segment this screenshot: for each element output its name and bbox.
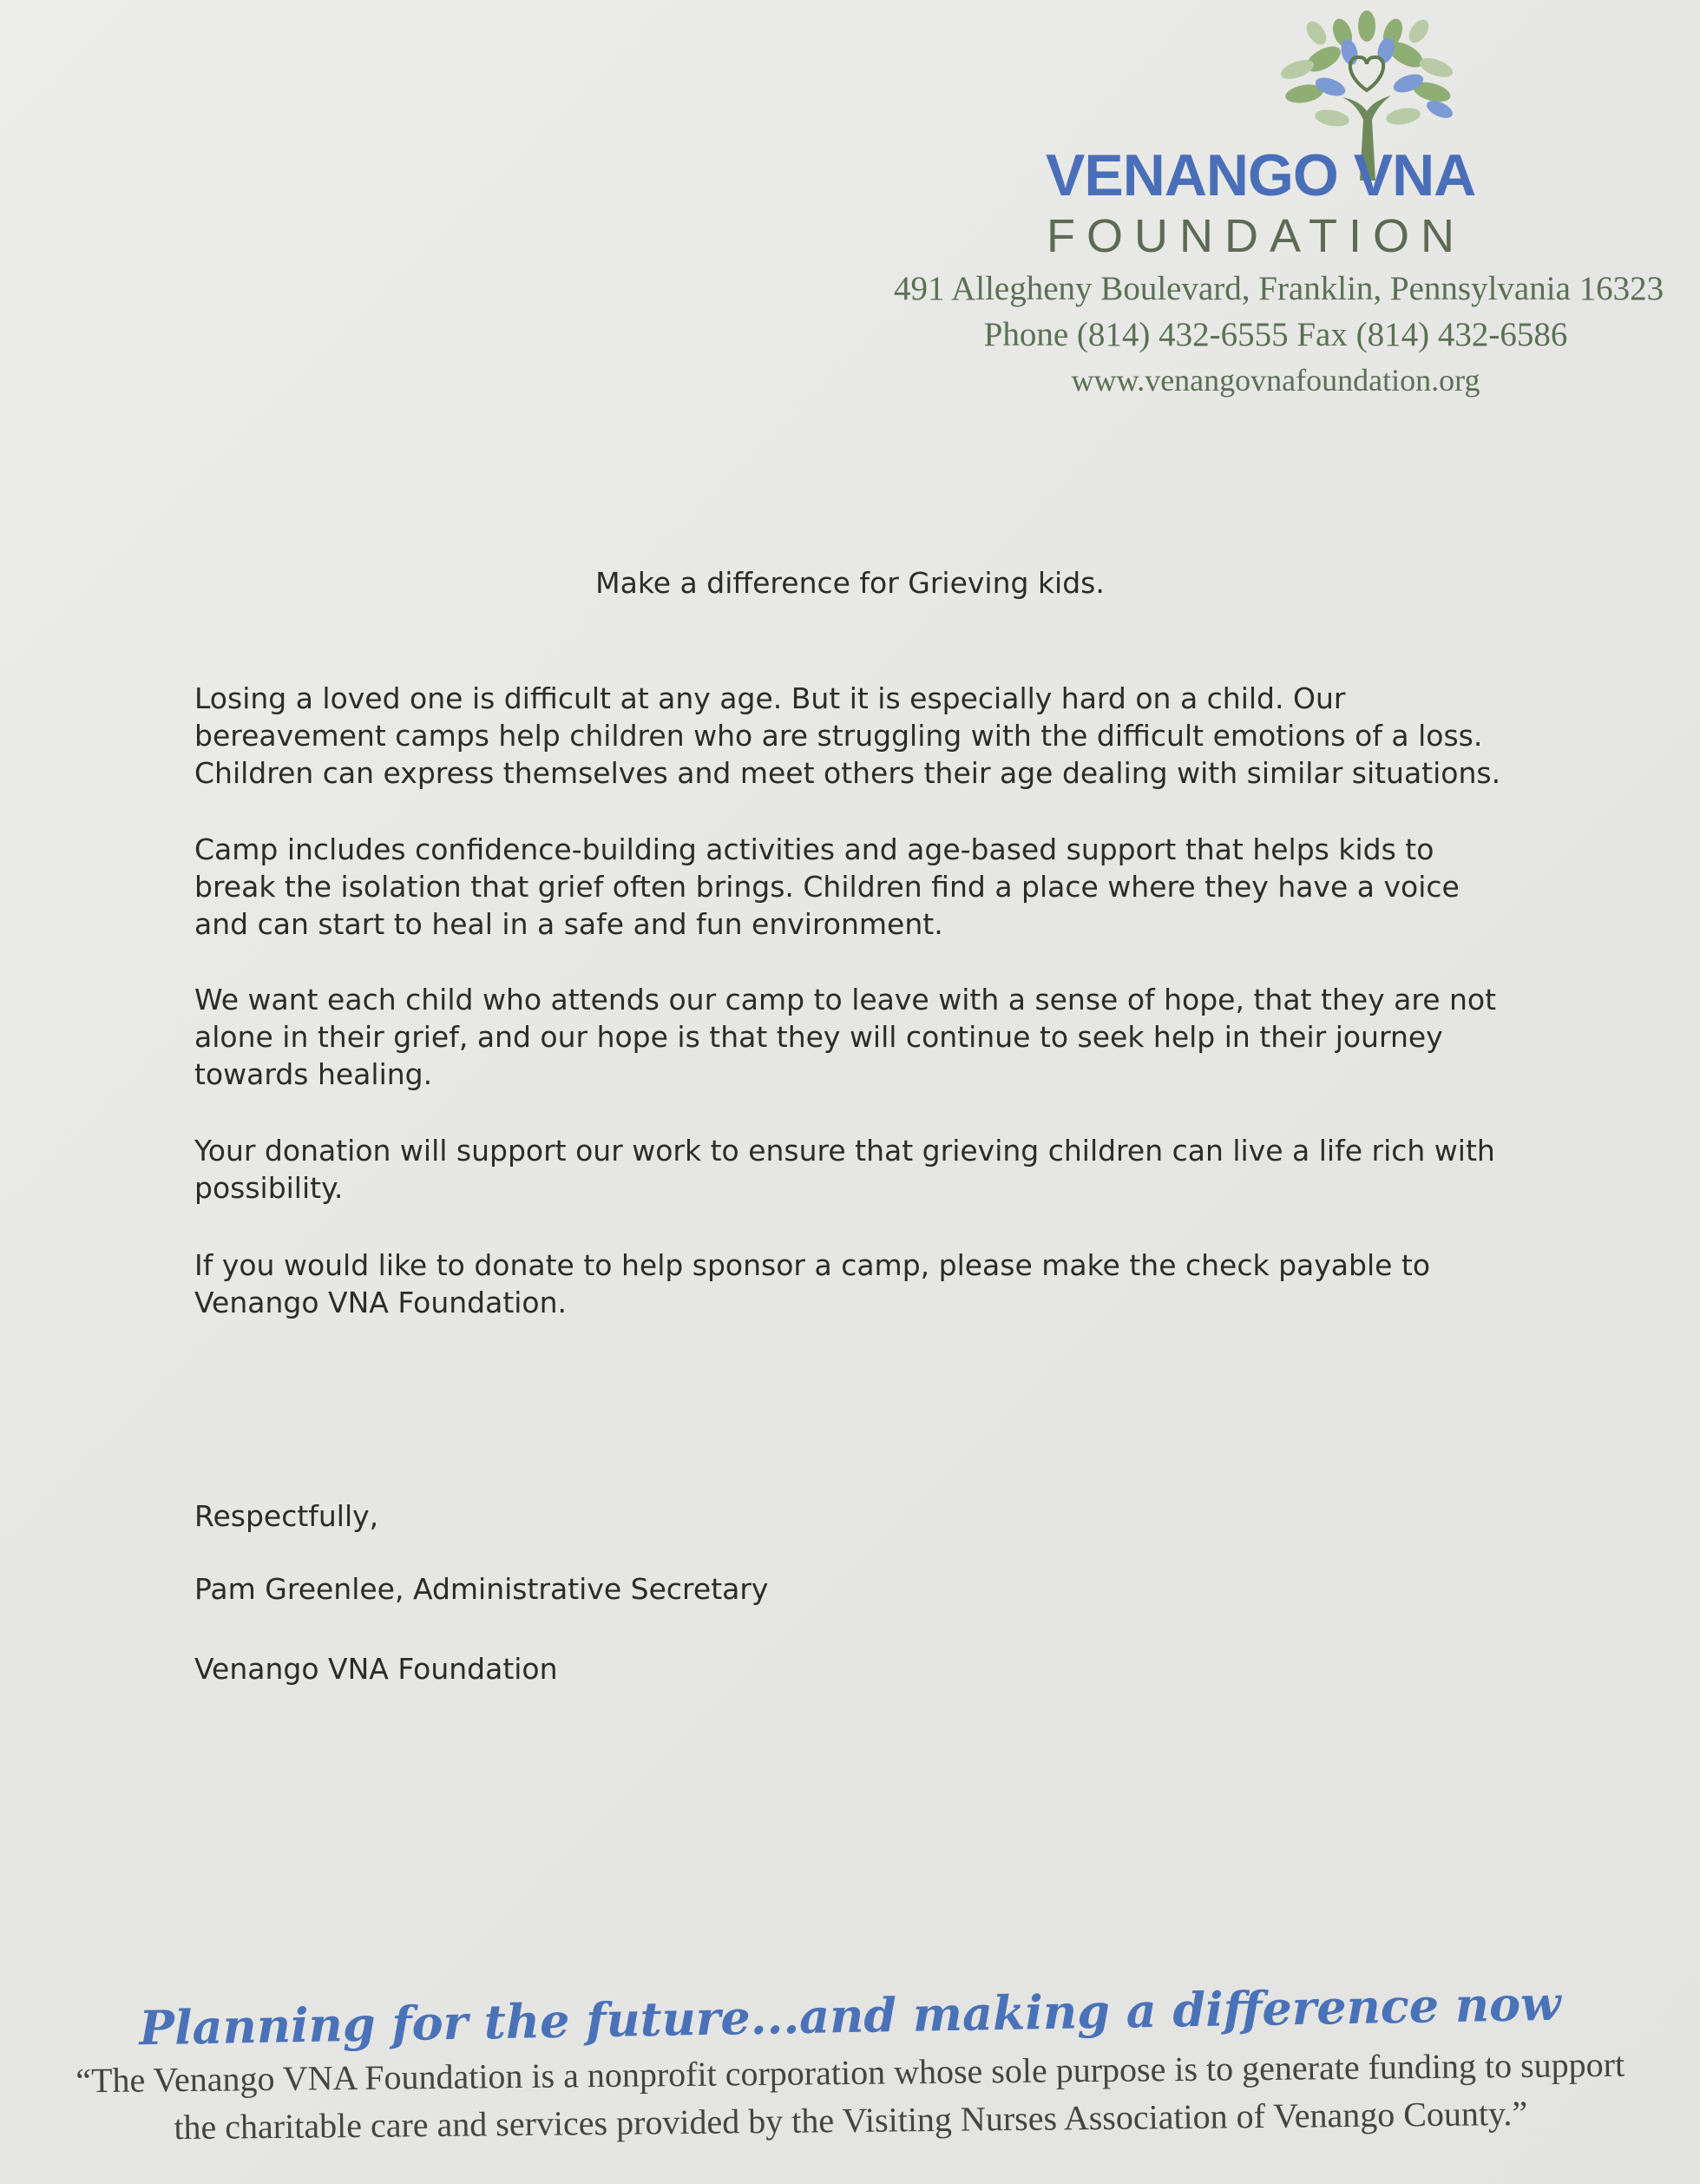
paragraph-2: Camp includes confidence-building activities and age-based support that helps kids to break the isolation that grief often brings. Children find a place where they have a voice and can start to heal in a safe and fun environment. bbox=[194, 832, 1460, 941]
paragraph-3: We want each child who attends our camp to leave with a sense of hope, that they are not alone in their grief, and our hope is that they will continue to seek help in their journey towards healing. bbox=[194, 983, 1497, 1091]
signer-name-title: Pam Greenlee, Administrative Secretary bbox=[194, 1572, 769, 1606]
closing-salutation: Respectfully, bbox=[194, 1499, 379, 1533]
footer-mission-statement: “The Venango VNA Foundation is a nonprofit corporation whose sole purpose is to generate funding to support the charitable care and services provided by the Visiting Nurses Association of Venango County.” bbox=[75, 2044, 1625, 2148]
letter-subject: Make a difference for Grieving kids. bbox=[595, 566, 1105, 600]
letterhead-website: www.venangovnafoundation.org bbox=[1071, 363, 1480, 398]
logo-foundation-word: FOUNDATION bbox=[1047, 210, 1466, 262]
letterhead-address: 491 Allegheny Boulevard, Franklin, Pennsylvania 16323 bbox=[894, 270, 1664, 307]
paragraph-5: If you would like to donate to help sponsor a camp, please make the check payable to Venango VNA Foundation. bbox=[194, 1248, 1431, 1319]
signer-organization: Venango VNA Foundation bbox=[194, 1652, 558, 1686]
paragraph-1: Losing a loved one is difficult at any age. But it is especially hard on a child. Our bereavement camps help children who are struggling with the difficult emotions of a loss. Children can express themselves and meet others their age dealing with similar situations. bbox=[194, 681, 1501, 790]
footer-tagline: Planning for the future...and making a difference now bbox=[138, 1975, 1562, 2056]
paragraph-4: Your donation will support our work to ensure that grieving children can live a life rich with possibility. bbox=[194, 1134, 1495, 1205]
logo-wordmark: VENANGO VNA bbox=[1046, 142, 1476, 208]
letterhead-phone-fax: Phone (814) 432-6555 Fax (814) 432-6586 bbox=[983, 316, 1568, 353]
